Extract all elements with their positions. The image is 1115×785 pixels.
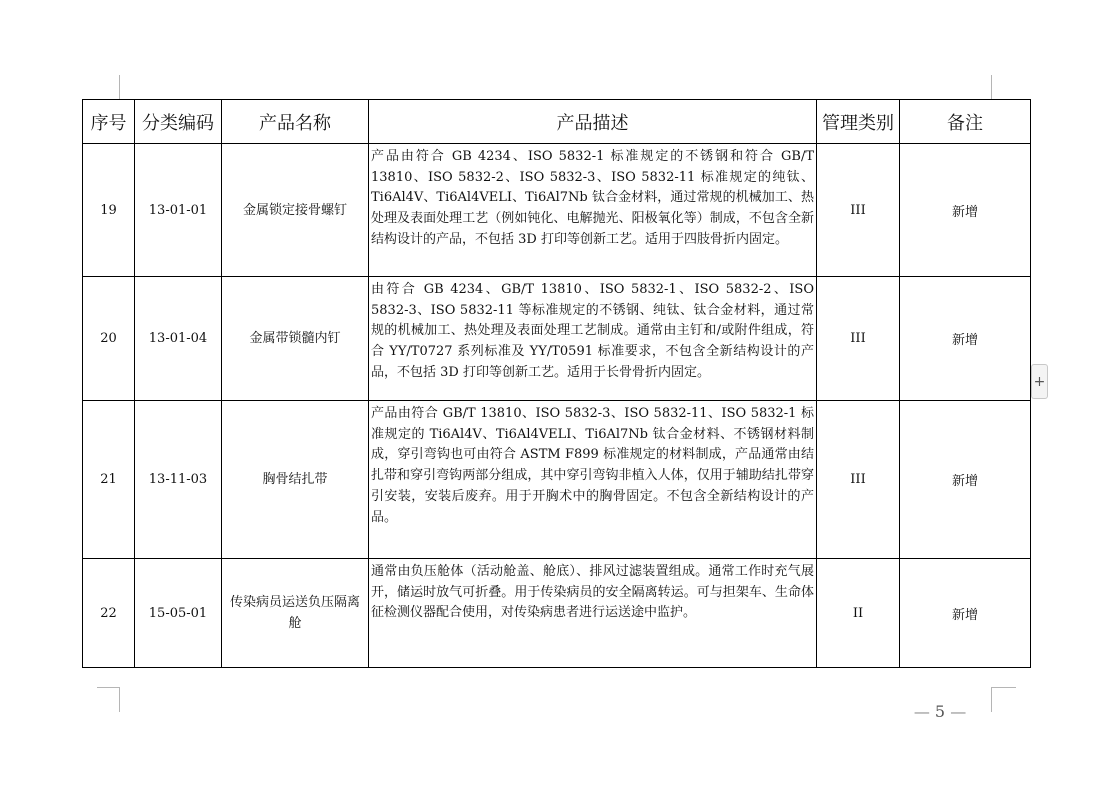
page-dash-left: —	[913, 702, 930, 721]
cell-no: 20	[83, 277, 135, 401]
cell-description: 产品由符合 GB/T 13810、ISO 5832-3、ISO 5832-11、ISO 5832-1 标准规定的 Ti6Al4V、Ti6Al4VELI、Ti6Al7Nb 钛合金材料、不锈钢材料制成，穿引弯钩也可由符合 ASTM F899 标准规定的材料制成，产品通常由结扎带和穿引弯钩两部分组成，其中穿引弯钩非植入人体，仅用于辅助结扎带穿引安装，安装后废弃。用于开胸术中的胸骨固定。不包含全新结构设计的产品。	[369, 401, 817, 559]
crop-mark-top-right	[991, 75, 1012, 99]
crop-mark-bottom-right	[991, 687, 1016, 712]
cell-class: II	[817, 559, 900, 668]
cell-remark: 新增	[900, 144, 1031, 277]
cell-code: 13-01-04	[135, 277, 222, 401]
page-number	[900, 702, 980, 721]
crop-mark-top-left	[99, 75, 120, 99]
header-no: 序号	[83, 100, 135, 144]
cell-no: 21	[83, 401, 135, 559]
cell-remark: 新增	[900, 559, 1031, 668]
table-row	[83, 559, 1031, 668]
header-name: 产品名称	[222, 100, 369, 144]
cell-name: 金属带锁髓内钉	[222, 277, 369, 401]
cell-class: III	[817, 144, 900, 277]
table-row	[83, 144, 1031, 277]
product-table	[82, 99, 1031, 668]
cell-code: 13-11-03	[135, 401, 222, 559]
cell-code: 15-05-01	[135, 559, 222, 668]
table-row	[83, 277, 1031, 401]
header-class: 管理类别	[817, 100, 900, 144]
cell-no: 22	[83, 559, 135, 668]
page-number-value: 5	[934, 702, 946, 721]
cell-name: 金属锁定接骨螺钉	[222, 144, 369, 277]
header-description: 产品描述	[369, 100, 817, 144]
cell-description: 产品由符合 GB 4234、ISO 5832-1 标准规定的不锈钢和符合 GB/T 13810、ISO 5832-2、ISO 5832-3、ISO 5832-11 标准规定的纯钛、Ti6Al4V、Ti6Al4VELI、Ti6Al7Nb 钛合金材料，通过常规的机械加工、热处理及表面处理工艺（例如钝化、电解抛光、阳极氧化等）制成，不包含全新结构设计的产品，不包括 3D 打印等创新工艺。适用于四肢骨折内固定。	[369, 144, 817, 277]
page-dash-right: —	[950, 702, 967, 721]
expand-plus-button[interactable]: +	[1031, 364, 1048, 399]
header-remark: 备注	[900, 100, 1031, 144]
cell-no: 19	[83, 144, 135, 277]
cell-name: 胸骨结扎带	[222, 401, 369, 559]
cell-description: 通常由负压舱体（活动舱盖、舱底）、排风过滤装置组成。通常工作时充气展开，储运时放气可折叠。用于传染病员的安全隔离转运。可与担架车、生命体征检测仪器配合使用，对传染病患者进行运送途中监护。	[369, 559, 817, 668]
cell-name: 传染病员运送负压隔离舱	[222, 559, 369, 668]
table-row	[83, 401, 1031, 559]
cell-code: 13-01-01	[135, 144, 222, 277]
cell-class: III	[817, 401, 900, 559]
cell-remark: 新增	[900, 401, 1031, 559]
cell-description: 由符合 GB 4234、GB/T 13810、ISO 5832-1、ISO 5832-2、ISO 5832-3、ISO 5832-11 等标准规定的不锈钢、纯钛、钛合金材料，通过常规的机械加工、热处理及表面处理工艺制成。通常由主钉和/或附件组成，符合 YY/T0727 系列标准及 YY/T0591 标准要求，不包含全新结构设计的产品，不包括 3D 打印等创新工艺。适用于长骨骨折内固定。	[369, 277, 817, 401]
cell-remark: 新增	[900, 277, 1031, 401]
cell-class: III	[817, 277, 900, 401]
table-header-row	[83, 100, 1031, 144]
crop-mark-bottom-left	[97, 687, 120, 712]
header-code: 分类编码	[135, 100, 222, 144]
